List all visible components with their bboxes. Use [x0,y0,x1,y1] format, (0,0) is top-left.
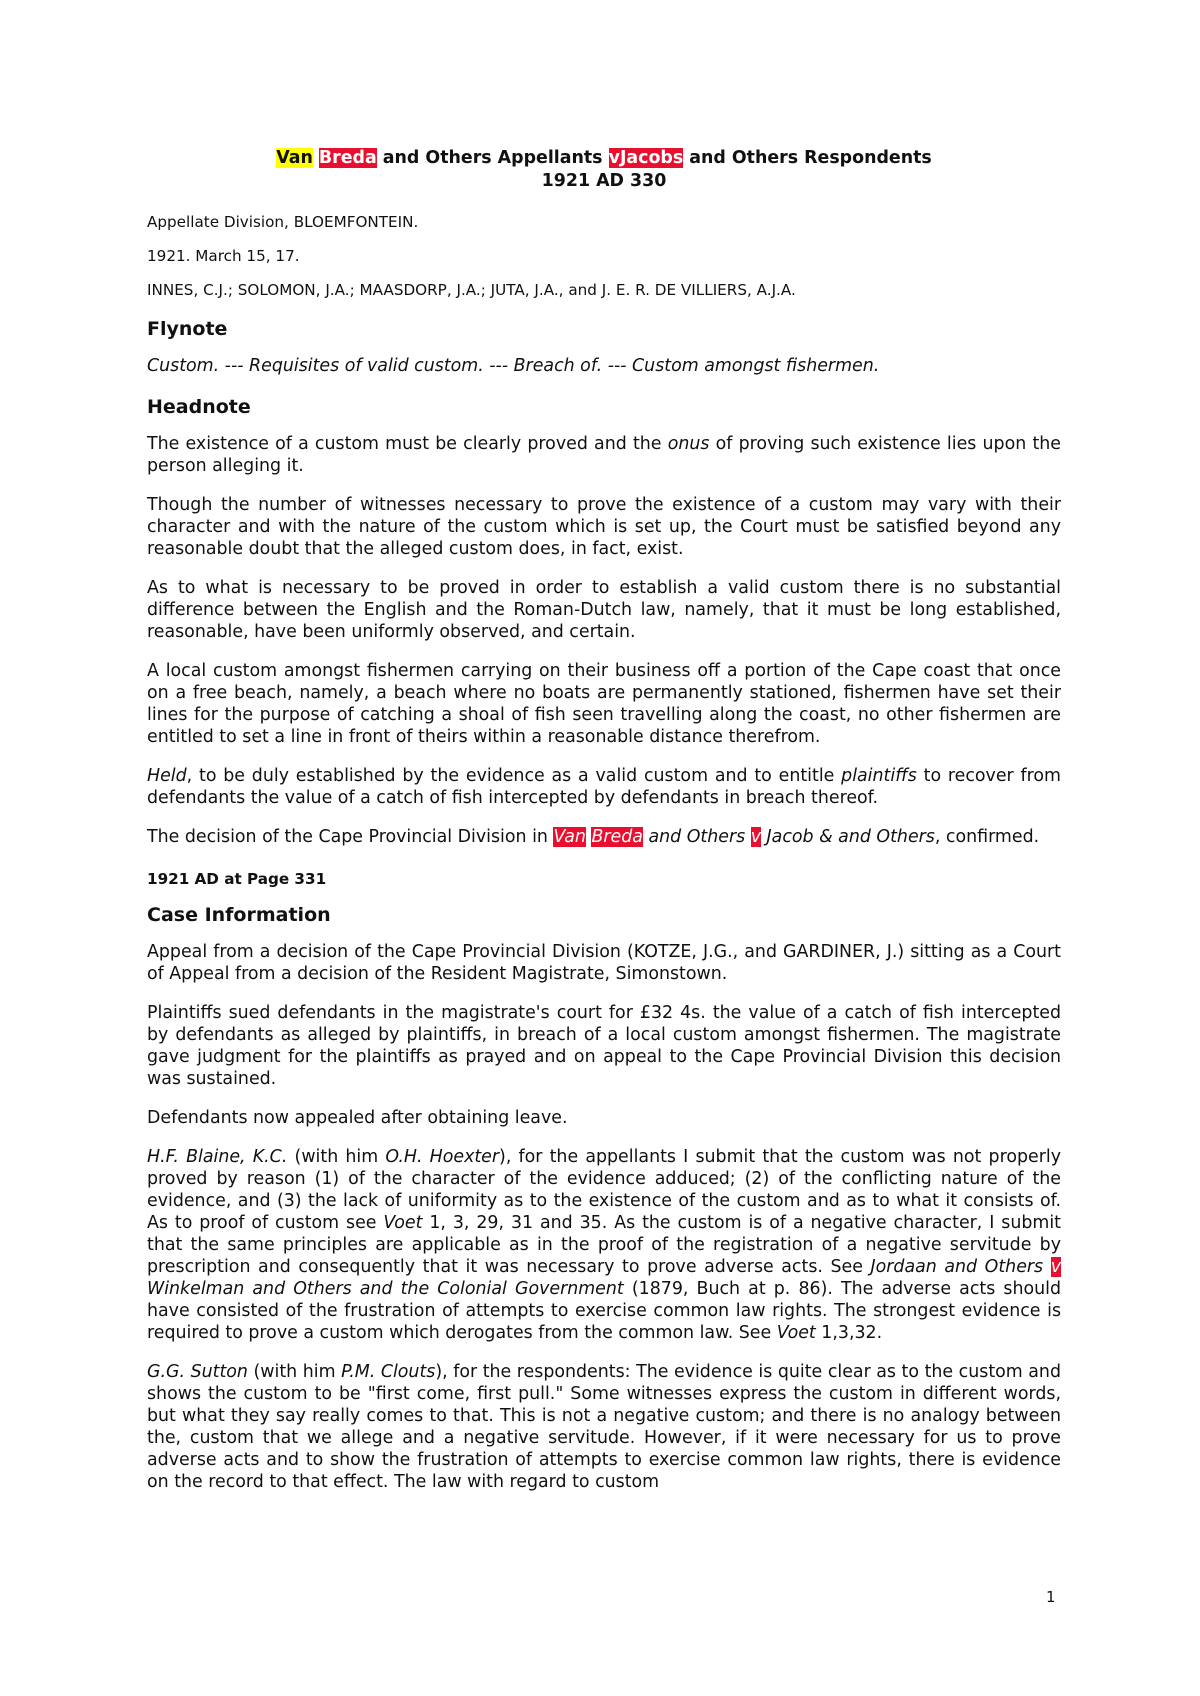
title-text-respondents: and Others Respondents [689,148,932,168]
case-info-paragraph-2: Plaintiffs sued defendants in the magistrate's court for £32 4s. the value of a catch of fish intercepted by defendants as alleged by plaintiffs, in breach of a local custom amongst fishermen. The magistrate gave judgment for the plaintiffs as prayed and on appeal to the Cape Provincial Division this decision was sustained. [147,1003,1061,1089]
title-highlight-jacobs: Jacobs [619,148,684,168]
case-info-paragraph-5: G.G. Sutton (with him P.M. Clouts), for the respondents: The evidence is quite clear as to the custom and shows the custom to be "first come, first pull." Some witnesses express the custom in different words, but what they say really comes to that. This is not a negative custom; and there is no analogy between the, custom that we allege and a negative servitude. However, if it were necessary for us to prove adverse acts and to show the frustration of attempts to exercise common law rights, there is evidence on the record to that effect. The law with regard to custom [147,1362,1061,1492]
title-highlight-van: Van [276,148,313,168]
judges-list: INNES, C.J.; SOLOMON, J.A.; MAASDORP, J.A.; JUTA, J.A., and J. E. R. DE VILLIERS, A.J.A. [147,281,796,299]
case-info-paragraph-1: Appeal from a decision of the Cape Provincial Division (KOTZE, J.G., and GARDINER, J.) sitting as a Court of Appeal from a decision of the Resident Magistrate, Simonstown. [147,942,1061,984]
flynote-heading: Flynote [147,318,228,340]
case-info-paragraph-4: H.F. Blaine, K.C. (with him O.H. Hoexter), for the appellants I submit that the custom was not properly proved by reason (1) of the character of the evidence adduced; (2) of the conflicting nature of the evidence, and (3) the lack of uniformity as to the existence of the custom and as to what it consists of. As to proof of custom see Voet 1, 3, 29, 31 and 35. As the custom is of a negative character, I submit that the same principles are applicable as in the proof of the registration of a negative servitude by prescription and consequently that it was necessary to prove adverse acts. See Jordaan and Others v Winkelman and Others and the Colonial Government (1879, Buch at p. 86). The adverse acts should have consisted of the frustration of attempts to exercise common law rights. The strongest evidence is required to prove a custom which derogates from the common law. See Voet 1,3,32. [147,1147,1061,1343]
court-name: Appellate Division, BLOEMFONTEIN. [147,213,419,231]
case-info-paragraph-3: Defendants now appealed after obtaining leave. [147,1108,568,1128]
highlight-breda: Breda [591,827,643,847]
headnote-heading: Headnote [147,396,251,418]
headnote-paragraph-2: Though the number of witnesses necessary to prove the existence of a custom may vary with their character and with the nature of the custom which is set up, the Court must be satisfied beyond any reasonable doubt that the alleged custom does, in fact, exist. [147,495,1061,559]
case-title [147,147,1061,170]
headnote-paragraph-3: As to what is necessary to be proved in order to establish a valid custom there is no substantial difference between the English and the Roman-Dutch law, namely, that it must be long established, reasonable, have been uniformly observed, and certain. [147,578,1061,642]
highlight-v: v [750,827,761,847]
title-text-appellants: and Others Appellants [382,148,603,168]
case-information-heading: Case Information [147,904,331,926]
case-citation: 1921 AD 330 [541,171,667,191]
document-body [147,147,1061,1510]
flynote-text: Custom. --- Requisites of valid custom. --- Breach of. --- Custom amongst fishermen. [147,356,880,376]
hearing-dates: 1921. March 15, 17. [147,247,300,265]
highlight-v-jordaan: v [1050,1257,1061,1277]
highlight-van: Van [553,827,586,847]
headnote-paragraph-5: Held, to be duly established by the evidence as a valid custom and to entitle plaintiffs to recover from defendants the value of a catch of fish intercepted by defendants in breach thereof. [147,766,1061,808]
headnote-paragraph-1: The existence of a custom must be clearly proved and the onus of proving such existence lies upon the person alleging it. [147,434,1061,476]
headnote-paragraph-4: A local custom amongst fishermen carrying on their business off a portion of the Cape coast that once on a free beach, namely, a beach where no boats are permanently stationed, fishermen have set their lines for the purpose of catching a shoal of fish seen travelling along the coast, no other fishermen are entitled to set a line in front of theirs within a reasonable distance therefrom. [147,661,1061,747]
page-number: 1 [1046,1588,1056,1606]
title-highlight-v: v [608,148,620,168]
page-reference: 1921 AD at Page 331 [147,870,327,888]
headnote-paragraph-6: The decision of the Cape Provincial Division in Van Breda and Others v Jacob & and Others, confirmed. [147,827,1040,847]
title-highlight-breda: Breda [318,148,377,168]
